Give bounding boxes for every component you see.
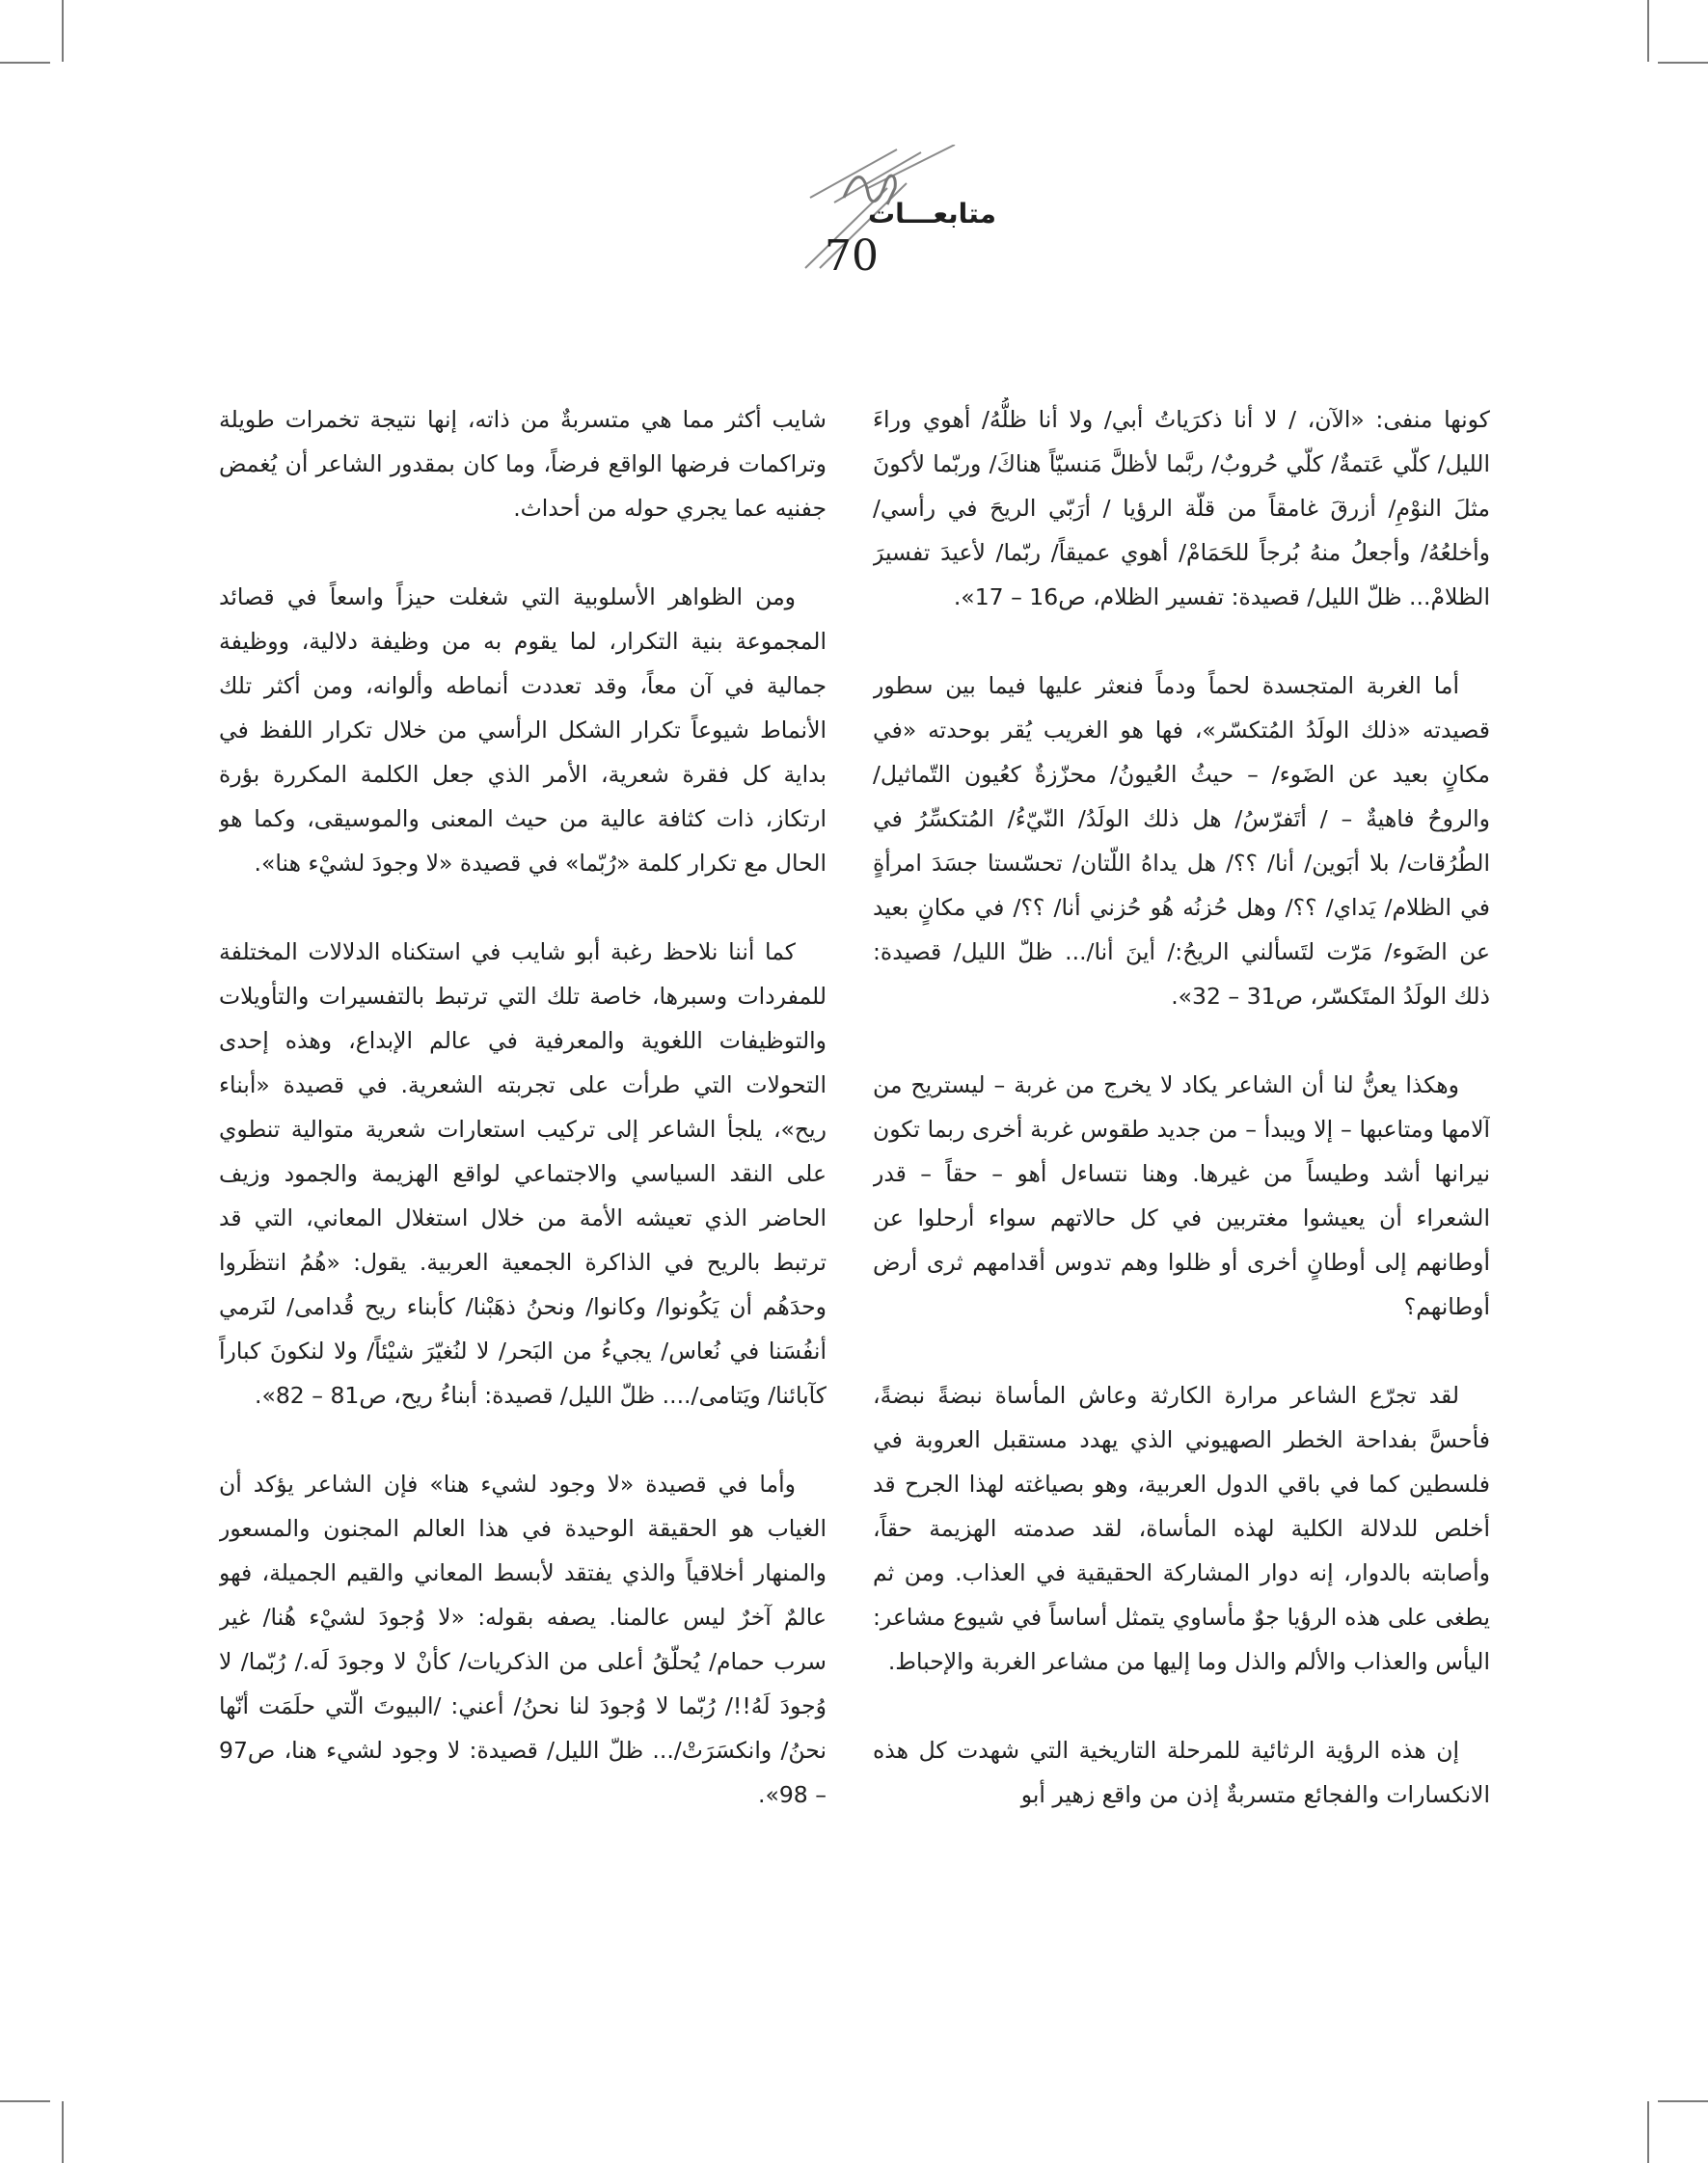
- text-column-left: [219, 397, 827, 1998]
- crop-mark-bottom-right-horizontal: [1658, 2100, 1708, 2102]
- crop-mark-bottom-left-vertical: [62, 2101, 64, 2163]
- crop-mark-top-right-vertical: [1647, 0, 1649, 62]
- crop-mark-bottom-right-vertical: [1647, 2101, 1649, 2163]
- paragraph: كما أننا نلاحظ رغبة أبو شايب في استكناه الدلالات المختلفة للمفردات وسبرها، خاصة تلك التي ترتبط بالتفسيرات والتأويلات والتوظيفات اللغوية والمعرفية في عالم الإبداع، وهذه إحدى التحولات التي طرأت على تجربته الشعرية. في قصيدة «أبناء ريح»، يلجأ الشاعر إلى تركيب استعارات شعرية متوالية تنطوي على النقد السياسي والاجتماعي لواقع الهزيمة والجمود وزيف الحاضر الذي تعيشه الأمة من خلال استغلال المعاني، التي قد ترتبط بالريح في الذاكرة الجمعية العربية. يقول: «هُمُ انتظَروا وحدَهُم أن يَكُونوا/ وكانوا/ ونحنُ ذهَبْنا/ كأبناء ريح قُدامى/ لنَرمي أنفُسَنا في نُعاس/ يجيءُ من البَحر/ لا لنُغيّرَ شيْئاً/ ولا لنكونَ كباراً كآبائنا/ ويَتامى/.... ظلّ الليل/ قصيدة: أبناءُ ريح، ص81 – 82».: [219, 938, 827, 1409]
- page-number: 70: [825, 231, 879, 281]
- crop-mark-top-left-vertical: [62, 0, 64, 62]
- paragraph: وأما في قصيدة «لا وجود لشيء هنا» فإن الشاعر يؤكد أن الغياب هو الحقيقة الوحيدة في هذا العالم المجنون والمسعور والمنهار أخلاقياً والذي يفتقد لأبسط المعاني والقيم الجميلة، فهو عالمٌ آخرٌ ليس عالمنا. يصفه بقوله: «لا وُجودَ لشيْء هُنا/ غير سرب حمام/ يُحلّقُ أعلى من الذكريات/ كأنْ لا وجودَ لَه./ رُبّما/ لا وُجودَ لَهُ!!/ رُبّما لا وُجودَ لنا نحنُ/ أعني: /البيوتَ الّتي حلَمَت أنّها نحنُ/ وانكسَرَتْ/... ظلّ الليل/ قصيدة: لا وجود لشيء هنا، ص97 – 98».: [219, 1471, 827, 1808]
- crop-mark-top-left-horizontal: [0, 62, 50, 64]
- paragraph: شايب أكثر مما هي متسربةٌ من ذاته، إنها نتيجة تخمرات طويلة وتراكمات فرضها الواقع فرضاً، وما كان بمقدور الشاعر أن يُغمض جفنيه عما يجري حوله من أحداث.: [219, 406, 827, 522]
- section-label: متابعـــات: [868, 198, 996, 230]
- paragraph: ومن الظواهر الأسلوبية التي شغلت حيزاً واسعاً في قصائد المجموعة بنية التكرار، لما يقوم به من وظيفة دلالية، ووظيفة جمالية في آن معاً، وقد تعددت أنماطه وألوانه، ومن أكثر تلك الأنماط شيوعاً تكرار الشكل الرأسي من خلال تكرار اللفظ في بداية كل فقرة شعرية، الأمر الذي جعل الكلمة المكررة بؤرة ارتكاز، ذات كثافة عالية من حيث المعنى والموسيقى، وكما هو الحال مع تكرار كلمة «رُبّما» في قصيدة «لا وجودَ لشيْء هنا».: [219, 583, 827, 877]
- paragraph: أما الغربة المتجسدة لحماً ودماً فنعثر عليها فيما بين سطور قصيدته «ذلك الولَدُ المُتكسّر»، فها هو الغريب يُقر بوحدته «في مكانٍ بعيد عن الضَوء/ – حيثُ العُيونُ/ محزّزةٌ كعُيون التّماثيل/ والروحُ فاهيةٌ – / أتَفرّسُ/ هل ذلك الولَدُ/ النّيّءُ/ المُتكسِّرُ في الطُرُقات/ بلا أبَوين/ أنا/ ؟؟/ هل يداهُ اللّتان/ تحسّستا جسَدَ امرأةٍ في الظلام/ يَداي/ ؟؟/ وهل حُزنُه هُو حُزني أنا/ ؟؟/ في مكانٍ بعيد عن الضَوء/ مَرّت لتَسألني الريحُ:/ أينَ أنا/... ظلّ الليل/ قصيدة: ذلك الولَدُ المتَكسّر، ص31 – 32».: [873, 672, 1490, 1010]
- text-column-right: [873, 397, 1490, 1998]
- crop-mark-top-right-horizontal: [1658, 62, 1708, 64]
- paragraph: إن هذه الرؤية الرثائية للمرحلة التاريخية التي شهدت كل هذه الانكسارات والفجائع متسربةٌ إذن من واقع زهير أبو: [873, 1737, 1490, 1808]
- page-header: [675, 145, 996, 299]
- paragraph: وهكذا يعنُّ لنا أن الشاعر يكاد لا يخرج من غربة – ليستريح من آلامها ومتاعبها – إلا ويبدأ – من جديد طقوس غربة أخرى ربما تكون نيرانها أشد وطيساً من غيرها. وهنا نتساءل أهو – حقاً – قدر الشعراء أن يعيشوا مغتربين في كل حالاتهم سواء أرحلوا عن أوطانهم إلى أوطانٍ أخرى أو ظلوا وهم تدوس أقدامهم ثرى أرض أوطانهم؟: [873, 1071, 1490, 1320]
- crop-mark-bottom-left-horizontal: [0, 2100, 50, 2102]
- paragraph: لقد تجرّع الشاعر مرارة الكارثة وعاش المأساة نبضةً نبضةً، فأحسَّ بفداحة الخطر الصهيوني الذي يهدد مستقبل العروبة في فلسطين كما في باقي الدول العربية، وهو بصياغته لهذا الجرح قد أخلص للدلالة الكلية لهذه المأساة، لقد صدمته الهزيمة حقاً، وأصابته بالدوار، إنه دوار المشاركة الحقيقية في العذاب. ومن ثم يطغى على هذه الرؤيا جوٌ مأساوي يتمثل أساساً في شيوع مشاعر: اليأس والعذاب والألم والذل وما إليها من مشاعر الغربة والإحباط.: [873, 1382, 1490, 1675]
- paragraph: كونها منفى: «الآن، / لا أنا ذكرَياتُ أبي/ ولا أنا ظلُّهُ/ أهوي وراءَ الليل/ كلّي عَتمةٌ/ كلّي حُروبٌ/ ربَّما لأظلَّ مَنسيّاً هناكَ/ وربّما لأكونَ مثلَ النوْمِ/ أزرقَ غامقاً من قلّة الرؤيا / أرَبّي الريحَ في رأسي/ وأخلعُهُ/ وأجعلُ منهُ بُرجاً للحَمَامْ/ أهوي عميقاً/ ربّما/ لأعيدَ تفسيرَ الظلامْ... ظلّ الليل/ قصيدة: تفسير الظلام، ص16 – 17».: [873, 406, 1490, 610]
